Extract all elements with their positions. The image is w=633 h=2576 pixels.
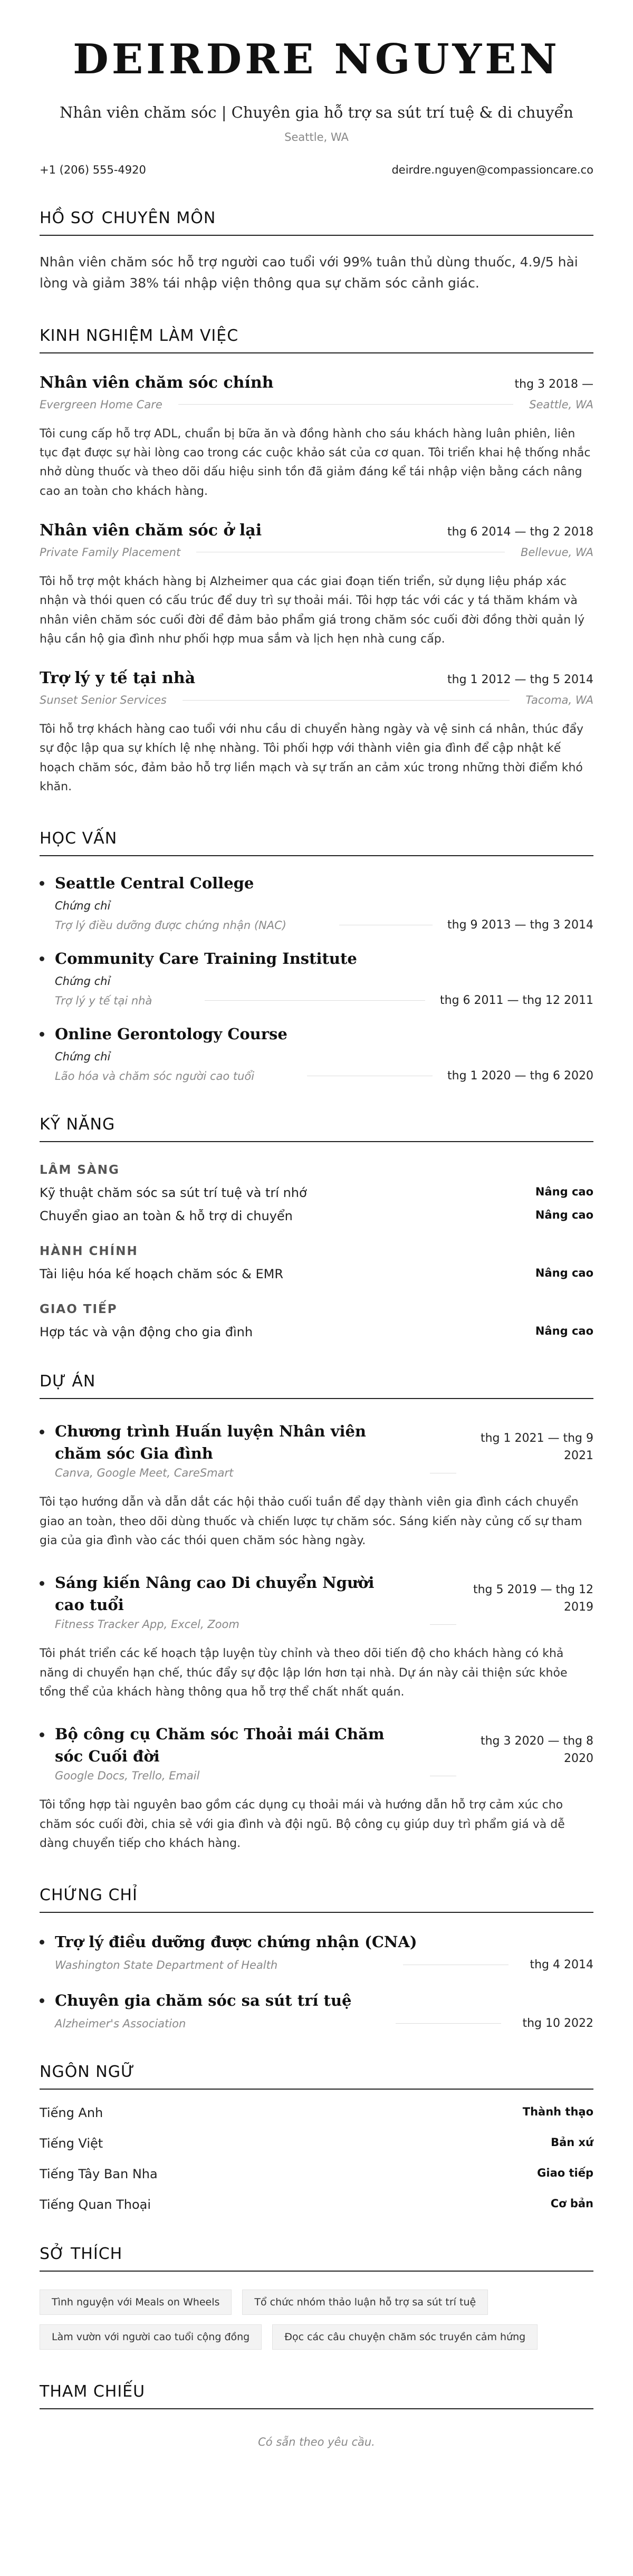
field-of-study: Lão hóa và chăm sóc người cao tuổi bbox=[55, 1069, 255, 1083]
skill-level: Nâng cao bbox=[535, 1209, 593, 1222]
language-level: Cơ bản bbox=[550, 2197, 593, 2210]
experience-section bbox=[40, 327, 593, 797]
job-company: Evergreen Home Care bbox=[40, 398, 162, 411]
skill-group bbox=[40, 1244, 593, 1281]
certifications-section bbox=[40, 1886, 593, 2030]
project-tools: Fitness Tracker App, Excel, Zoom bbox=[55, 1618, 239, 1631]
project-tools: Canva, Google Meet, CareSmart bbox=[55, 1467, 234, 1480]
section-title: NGÔN NGỮ bbox=[40, 2063, 593, 2090]
language-name: Tiếng Anh bbox=[40, 2105, 103, 2121]
divider bbox=[178, 404, 513, 405]
section-title: KINH NGHIỆM LÀM VIỆC bbox=[40, 327, 593, 353]
section-title: DỰ ÁN bbox=[40, 1372, 593, 1399]
job-company: Sunset Senior Services bbox=[40, 694, 167, 707]
field-of-study: Trợ lý y tế tại nhà bbox=[55, 994, 152, 1007]
school-name: Seattle Central College bbox=[55, 874, 254, 893]
job-entry bbox=[40, 374, 593, 501]
interest-chip: Đọc các câu chuyện chăm sóc truyền cảm hứng bbox=[272, 2324, 538, 2350]
bullet-icon bbox=[40, 1032, 44, 1037]
phone-number: +1 (206) 555-4920 bbox=[40, 163, 146, 176]
degree: Chứng chỉ bbox=[55, 899, 111, 913]
language-level: Thành thạo bbox=[522, 2105, 593, 2119]
project-date: thg 3 2020 — thg 8 2020 bbox=[480, 1735, 593, 1766]
education-date: thg 9 2013 — thg 3 2014 bbox=[447, 918, 593, 932]
project-description: Tôi tạo hướng dẫn và dẫn dắt các hội thảo cuối tuần để dạy thành viên gia đình cách chuyển giao an toàn, theo dõi dùng thuốc và chiến lược tự chăm sóc. Sáng kiến này củng cố sự tham gia của gia đình vào các thói quen chăm sóc hàng ngày. bbox=[40, 1496, 582, 1548]
profile-summary: Nhân viên chăm sóc hỗ trợ người cao tuổi với 99% tuân thủ dùng thuốc, 4.9/5 hài lòng và giảm 38% tái nhập viện thông qua sự chăm sóc cảnh giác. bbox=[40, 254, 578, 291]
candidate-tagline: Nhân viên chăm sóc | Chuyên gia hỗ trợ sa sút trí tuệ & di chuyển bbox=[60, 103, 573, 121]
section-title: SỞ THÍCH bbox=[40, 2245, 593, 2272]
job-date: thg 6 2014 — thg 2 2018 bbox=[447, 525, 593, 539]
skill-category: HÀNH CHÍNH bbox=[40, 1244, 138, 1259]
education-entry bbox=[40, 874, 593, 932]
skill-level: Nâng cao bbox=[535, 1185, 593, 1199]
language-row bbox=[40, 2136, 593, 2151]
section-title: THAM CHIẾU bbox=[40, 2382, 593, 2409]
project-description: Tôi phát triển các kế hoạch tập luyện tùy chỉnh và theo dõi tiến độ cho khách hàng có khả năng di chuyển hạn chế, thúc đẩy sự độc lập lớn hơn tại nhà. Dự án này cải thiện sức khỏe tổng thể của khách hàng thông qua hỗ trợ thể chất nhất quán. bbox=[40, 1647, 568, 1699]
project-date: thg 1 2021 — thg 9 2021 bbox=[480, 1432, 593, 1463]
certification-entry bbox=[40, 1991, 593, 2030]
job-company: Private Family Placement bbox=[40, 545, 181, 559]
skill-level: Nâng cao bbox=[535, 1325, 593, 1338]
skill-group bbox=[40, 1163, 593, 1223]
job-description: Tôi cung cấp hỗ trợ ADL, chuẩn bị bữa ăn và đồng hành cho sáu khách hàng luân phiên, liên tục đạt được sự hài lòng cao trong các cuộc khảo sát của cơ quan. Tôi triển khai hệ thống nhắc nhở dùng thuốc và theo dõi dấu hiệu sinh tồn đã giảm đáng kể tái nhập viện bằng cách nâng cao an toàn cho khách hàng. bbox=[40, 427, 591, 498]
interest-chips bbox=[40, 2290, 593, 2350]
job-description: Tôi hỗ trợ khách hàng cao tuổi với nhu cầu di chuyển hàng ngày và vệ sinh cá nhân, thúc đẩy sự độc lập qua sự khích lệ nhẹ nhàng. Tôi phối hợp với thành viên gia đình để cập nhật kế hoạch chăm sóc, đảm bảo hỗ trợ liền mạch và sự trấn an cảm xúc trong những thời điểm khó khăn. bbox=[40, 723, 583, 794]
skill-group bbox=[40, 1303, 593, 1339]
project-title: Bộ công cụ Chăm sóc Thoải mái Chăm sóc Cuối đời bbox=[55, 1725, 385, 1766]
language-row bbox=[40, 2105, 593, 2120]
language-level: Giao tiếp bbox=[537, 2167, 593, 2180]
section-title: HỌC VẤN bbox=[40, 829, 593, 856]
skills-section bbox=[40, 1115, 593, 1339]
resume-header bbox=[40, 37, 593, 176]
certification-entry bbox=[40, 1933, 593, 1971]
school-name: Community Care Training Institute bbox=[55, 950, 357, 968]
field-of-study: Trợ lý điều dưỡng được chứng nhận (NAC) bbox=[55, 918, 286, 932]
skill-row bbox=[40, 1185, 593, 1200]
language-level: Bản xứ bbox=[551, 2136, 593, 2149]
project-title: Sáng kiến Nâng cao Di chuyển Người cao tuổi bbox=[55, 1574, 375, 1614]
project-description: Tôi tổng hợp tài nguyên bao gồm các dụng cụ thoải mái và hướng dẫn hỗ trợ cảm xúc cho chăm sóc cuối đời, chia sẻ với gia đình và đội ngũ. Bộ công cụ giúp duy trì phẩm giá và dễ dàng chuyển tiếp cho khách hàng. bbox=[40, 1798, 565, 1851]
bullet-icon bbox=[40, 956, 44, 961]
language-name: Tiếng Quan Thoại bbox=[40, 2197, 151, 2213]
skill-row bbox=[40, 1209, 593, 1223]
job-entry bbox=[40, 521, 593, 649]
project-tools: Google Docs, Trello, Email bbox=[55, 1769, 200, 1783]
language-name: Tiếng Tây Ban Nha bbox=[40, 2167, 158, 2182]
divider bbox=[183, 700, 510, 701]
certification-date: thg 4 2014 bbox=[530, 1958, 593, 1972]
job-date: thg 3 2018 — bbox=[514, 377, 593, 391]
project-title: Chương trình Huấn luyện Nhân viên chăm sóc Gia đình bbox=[55, 1422, 367, 1463]
languages-section bbox=[40, 2063, 593, 2212]
skill-category: LÂM SÀNG bbox=[40, 1163, 120, 1177]
skill-name: Chuyển giao an toàn & hỗ trợ di chuyển bbox=[40, 1209, 293, 1224]
contact-row bbox=[40, 164, 593, 176]
bullet-icon bbox=[40, 1732, 44, 1737]
job-entry bbox=[40, 669, 593, 797]
education-entry bbox=[40, 950, 593, 1007]
education-date: thg 1 2020 — thg 6 2020 bbox=[447, 1069, 593, 1083]
certification-name: Chuyên gia chăm sóc sa sút trí tuệ bbox=[55, 1991, 352, 2010]
projects-section bbox=[40, 1372, 593, 1853]
interests-section bbox=[40, 2245, 593, 2350]
skill-row bbox=[40, 1267, 593, 1281]
job-location: Bellevue, WA bbox=[520, 545, 593, 559]
skill-name: Hợp tác và vận động cho gia đình bbox=[40, 1325, 253, 1340]
project-entry bbox=[40, 1420, 593, 1550]
job-location: Tacoma, WA bbox=[525, 694, 593, 707]
skill-category: GIAO TIẾP bbox=[40, 1303, 118, 1317]
section-title: HỒ SƠ CHUYÊN MÔN bbox=[40, 209, 593, 236]
job-title: Trợ lý y tế tại nhà bbox=[40, 669, 196, 688]
divider bbox=[430, 1624, 456, 1625]
certification-date: thg 10 2022 bbox=[522, 2017, 593, 2031]
school-name: Online Gerontology Course bbox=[55, 1025, 287, 1043]
bullet-icon bbox=[40, 1998, 44, 2003]
interest-chip: Tổ chức nhóm thảo luận hỗ trợ sa sút trí tuệ bbox=[242, 2290, 488, 2315]
job-title: Nhân viên chăm sóc ở lại bbox=[40, 521, 262, 540]
candidate-location: Seattle, WA bbox=[284, 130, 349, 143]
interest-chip: Làm vườn với người cao tuổi cộng đồng bbox=[40, 2324, 262, 2350]
certification-name: Trợ lý điều dưỡng được chứng nhận (CNA) bbox=[55, 1933, 417, 1951]
project-entry bbox=[40, 1723, 593, 1853]
bullet-icon bbox=[40, 881, 44, 886]
skill-name: Kỹ thuật chăm sóc sa sút trí tuệ và trí nhớ bbox=[40, 1185, 307, 1201]
section-title: CHỨNG CHỈ bbox=[40, 1886, 593, 1913]
email-address: deirdre.nguyen@compassioncare.co bbox=[391, 163, 593, 176]
section-title: KỸ NĂNG bbox=[40, 1115, 593, 1142]
certification-issuer: Washington State Department of Health bbox=[55, 1958, 278, 1971]
education-entry bbox=[40, 1025, 593, 1083]
job-location: Seattle, WA bbox=[529, 398, 593, 411]
references-section bbox=[40, 2382, 593, 2448]
profile-section bbox=[40, 209, 593, 294]
language-row bbox=[40, 2167, 593, 2181]
references-note: Có sẵn theo yêu cầu. bbox=[258, 2436, 375, 2449]
language-row bbox=[40, 2197, 593, 2212]
job-description: Tôi hỗ trợ một khách hàng bị Alzheimer qua các giai đoạn tiến triển, sử dụng liệu pháp xác nhận và thói quen có cấu trúc để duy trì sự thoải mái. Tôi hợp tác với các y tá thăm khám và nhân viên chăm sóc cuối đời để đảm bảo phẩm giá trong chăm sóc cuối đời đồng thời quản lý hậu cần hộ gia đình như phối hợp mua sắm và lịch hẹn nhà cung cấp. bbox=[40, 574, 585, 646]
education-section bbox=[40, 829, 593, 1083]
divider bbox=[205, 1000, 425, 1001]
project-date: thg 5 2019 — thg 12 2019 bbox=[473, 1583, 593, 1614]
bullet-icon bbox=[40, 1940, 44, 1945]
education-date: thg 6 2011 — thg 12 2011 bbox=[440, 994, 593, 1008]
skill-name: Tài liệu hóa kế hoạch chăm sóc & EMR bbox=[40, 1267, 283, 1282]
bullet-icon bbox=[40, 1430, 44, 1434]
skill-level: Nâng cao bbox=[535, 1267, 593, 1280]
certification-issuer: Alzheimer's Association bbox=[55, 2017, 186, 2030]
interest-chip: Tình nguyện với Meals on Wheels bbox=[40, 2290, 232, 2315]
degree: Chứng chỉ bbox=[55, 1050, 111, 1064]
skill-row bbox=[40, 1325, 593, 1339]
candidate-name: DEIRDRE NGUYEN bbox=[73, 35, 560, 83]
divider bbox=[396, 2023, 501, 2024]
project-entry bbox=[40, 1572, 593, 1702]
language-name: Tiếng Việt bbox=[40, 2136, 103, 2151]
degree: Chứng chỉ bbox=[55, 975, 111, 988]
job-date: thg 1 2012 — thg 5 2014 bbox=[447, 673, 593, 687]
bullet-icon bbox=[40, 1581, 44, 1586]
job-title: Nhân viên chăm sóc chính bbox=[40, 373, 274, 392]
